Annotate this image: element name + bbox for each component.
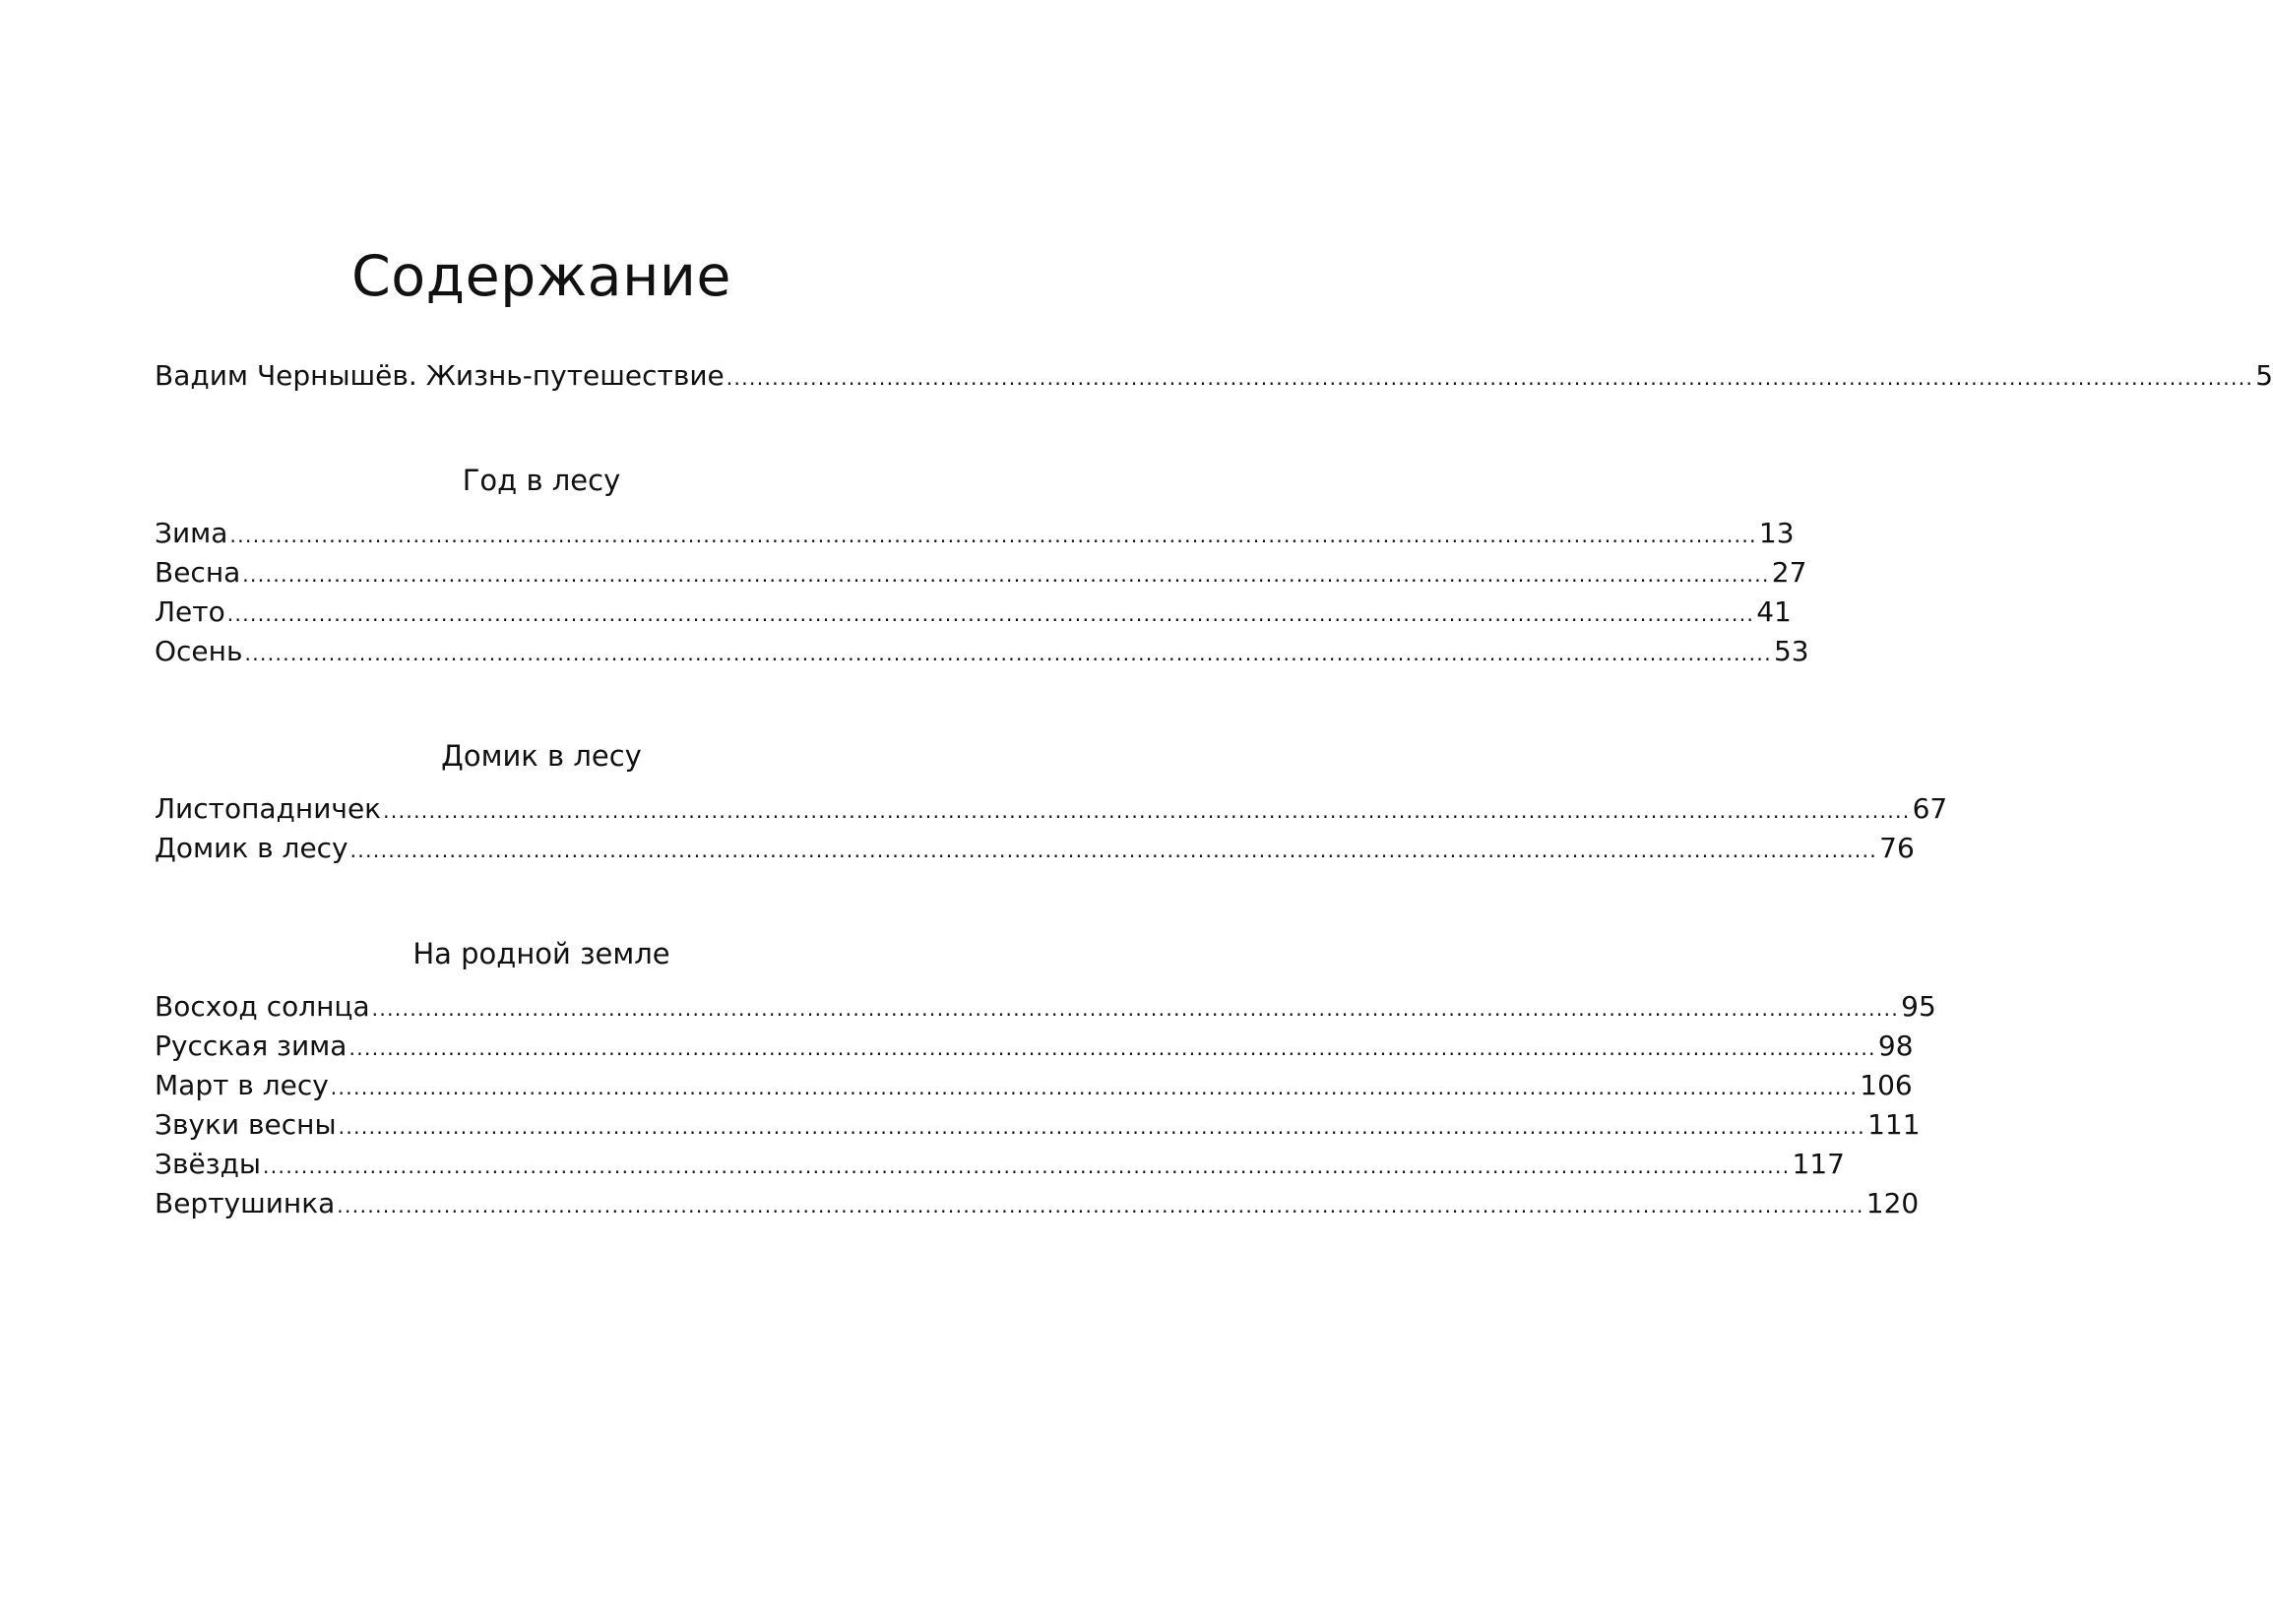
- dot-leader: ........................................................................................................................................................................................................: [330, 1076, 1859, 1099]
- dot-leader: ........................................................................................................................................................................................................: [263, 1155, 1791, 1178]
- toc-entry-page: 98: [1877, 1030, 1914, 1062]
- section-title-domik-v-lesu: Домик в лесу: [441, 739, 642, 773]
- dot-leader: ........................................................................................................................................................................................................: [244, 642, 1772, 665]
- section-title-na-rodnoy-zemle: На родной земле: [412, 937, 670, 970]
- toc-entry-page: 5: [2255, 359, 2273, 392]
- dot-leader: ........................................................................................................................................................................................................: [337, 1194, 1864, 1218]
- toc-entry-label: Звуки весны: [155, 1108, 337, 1141]
- toc-entry: [155, 829, 1915, 868]
- toc-entry-page: 111: [1867, 1108, 1921, 1141]
- toc-entry-label: Восход солнца: [155, 990, 370, 1023]
- toc-entry: [155, 632, 1809, 671]
- toc-entry-page: 95: [1901, 990, 1936, 1023]
- dot-leader: ........................................................................................................................................................................................................: [383, 799, 1911, 823]
- toc-entry-page: 13: [1758, 517, 1795, 549]
- toc-entry-label: Зима: [155, 517, 228, 549]
- toc-entry: [155, 593, 1792, 632]
- toc-entry-page: 117: [1792, 1148, 1845, 1180]
- dot-leader: ........................................................................................................................................................................................................: [349, 839, 1878, 862]
- toc-entry-label: Звёзды: [155, 1148, 262, 1180]
- dot-leader: ........................................................................................................................................................................................................: [348, 1036, 1876, 1060]
- toc-entry-label: Домик в лесу: [155, 832, 348, 864]
- toc-entry-page: 41: [1756, 595, 1792, 628]
- dot-leader: ........................................................................................................................................................................................................: [338, 1115, 1866, 1139]
- toc-entry-page: 27: [1771, 556, 1807, 589]
- toc-entry-label: Листопадничек: [155, 792, 382, 825]
- toc-entry: [155, 1184, 1920, 1223]
- toc-entry-page: 76: [1879, 832, 1915, 864]
- dot-leader: ........................................................................................................................................................................................................: [371, 997, 1900, 1021]
- toc-entry-page: 67: [1912, 792, 1948, 825]
- toc-entry: [155, 1145, 1845, 1184]
- toc-entry: [155, 789, 1948, 829]
- toc-entry-page: 120: [1865, 1187, 1920, 1219]
- toc-entry: [155, 1027, 1914, 1066]
- toc-entry-page: 106: [1860, 1069, 1913, 1101]
- toc-entry: [155, 1066, 1913, 1105]
- page-title: Содержание: [351, 244, 731, 309]
- toc-entry: [155, 1105, 1921, 1145]
- toc-entry-label: Весна: [155, 556, 241, 589]
- toc-entry-label: Русская зима: [155, 1030, 347, 1062]
- toc-entry-label: Осень: [155, 635, 243, 667]
- toc-entry-intro: [155, 356, 2273, 396]
- dot-leader: ........................................................................................................................................................................................................: [726, 366, 2254, 390]
- dot-leader: ........................................................................................................................................................................................................: [229, 524, 1757, 547]
- toc-entry-page: 53: [1773, 635, 1809, 667]
- toc-entry-label: Март в лесу: [155, 1069, 329, 1101]
- toc-entry-label: Вадим Чернышёв. Жизнь-путешествие: [155, 359, 725, 392]
- dot-leader: ........................................................................................................................................................................................................: [226, 602, 1755, 626]
- toc-entry-label: Лето: [155, 595, 225, 628]
- toc-entry: [155, 553, 1807, 593]
- dot-leader: ........................................................................................................................................................................................................: [242, 563, 1770, 587]
- toc-entry: [155, 514, 1795, 553]
- section-title-god-v-lesu: Год в лесу: [462, 464, 621, 497]
- toc-entry-label: Вертушинка: [155, 1187, 336, 1219]
- toc-entry: [155, 987, 1936, 1027]
